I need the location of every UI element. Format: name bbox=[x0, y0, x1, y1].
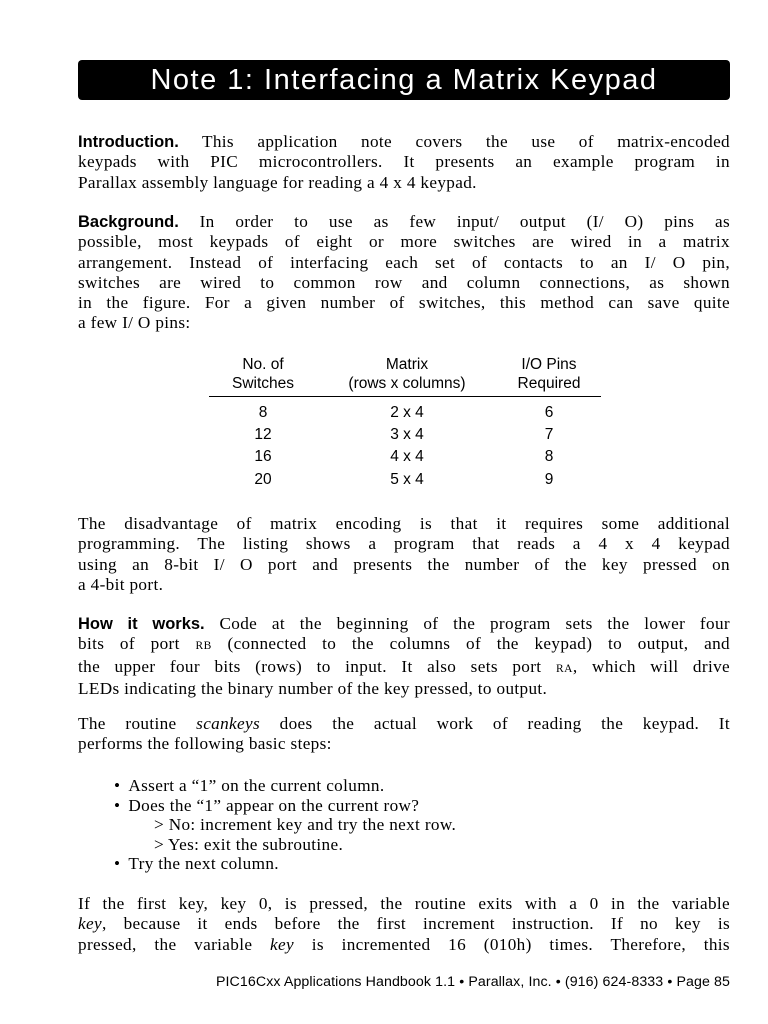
list-item: > No: increment key and try the next row. bbox=[154, 815, 457, 834]
key-variable: key bbox=[78, 914, 102, 934]
header-io-pins: I/O Pins Required bbox=[517, 356, 581, 392]
table-row: 16 4 x 4 8 bbox=[254, 448, 554, 466]
scankeys-term: scankeys bbox=[196, 714, 261, 733]
table-row: 12 3 x 4 7 bbox=[254, 426, 554, 444]
routine-paragraph: The routine scankeys does the actual work of reading the keypad. It performs the following basic steps: bbox=[78, 714, 730, 754]
list-item: > Yes: exit the subroutine. bbox=[154, 834, 344, 854]
introduction-paragraph: Introduction. This application note covers the use of matrix-encoded keypads with PIC microcontrollers. It presents an example program in Parallax assembly language for reading a 4 x 4 keypad. bbox=[78, 132, 730, 192]
header-matrix: Matrix (rows x columns) bbox=[348, 356, 466, 392]
how-it-works-paragraph: How it works. Code at the beginning of the program sets the lower four bits of port RB (connected to the columns of the keypad) to output, and the upper four bits (rows) to input. It also sets port RA, which will drive LEDs indicating the binary number of the key pressed, to output. bbox=[78, 614, 731, 698]
list-item: • Does the “1” appear on the current row? bbox=[114, 796, 456, 816]
port-ra-label: RA bbox=[555, 662, 573, 675]
page-title: Note 1: Interfacing a Matrix Keypad bbox=[78, 60, 730, 100]
page-footer: PIC16Cxx Applications Handbook 1.1 • Parallax, Inc. • (916) 624-8333 • Page 85 bbox=[215, 974, 730, 990]
closing-paragraph: If the first key, key 0, is pressed, the routine exits with a 0 in the variable key, because it ends before the first increment instruction. If no key is pressed, the variable key is incremented 16 (010h) times. Therefore, this bbox=[78, 894, 730, 954]
key-variable: key bbox=[270, 934, 294, 954]
table-row: 20 5 x 4 9 bbox=[254, 470, 554, 488]
how-it-works-heading: How it works. bbox=[78, 615, 205, 633]
steps-list bbox=[114, 776, 456, 874]
list-item: • Try the next column. bbox=[114, 854, 456, 874]
switch-matrix-table bbox=[209, 356, 601, 491]
introduction-heading: Introduction. bbox=[78, 133, 179, 151]
table-row: 8 2 x 4 6 bbox=[258, 404, 554, 421]
background-heading: Background. bbox=[78, 213, 179, 231]
port-rb-label: RB bbox=[195, 640, 212, 653]
background-paragraph: Background. In order to use as few input/ output (I/ O) pins as possible, most keypads of eight or more switches are wired in a matrix arrangement. Instead of interfacing each set of contacts to an I/ O pin, switches are wired to common row and column connections, as shown in the figure. For a given number of switches, this method can save quite a few I/ O pins: bbox=[78, 212, 731, 333]
table-rule bbox=[209, 396, 601, 397]
table-header bbox=[209, 356, 601, 393]
list-item: • Assert a “1” on the current column. bbox=[114, 776, 456, 796]
disadvantage-paragraph: The disadvantage of matrix encoding is that it requires some additional programming. The listing shows a program that reads a 4 x 4 keypad using an 8-bit I/ O port and presents the number of the key pressed on a 4-bit port. bbox=[78, 514, 730, 594]
header-switches: No. of Switches bbox=[231, 356, 295, 392]
